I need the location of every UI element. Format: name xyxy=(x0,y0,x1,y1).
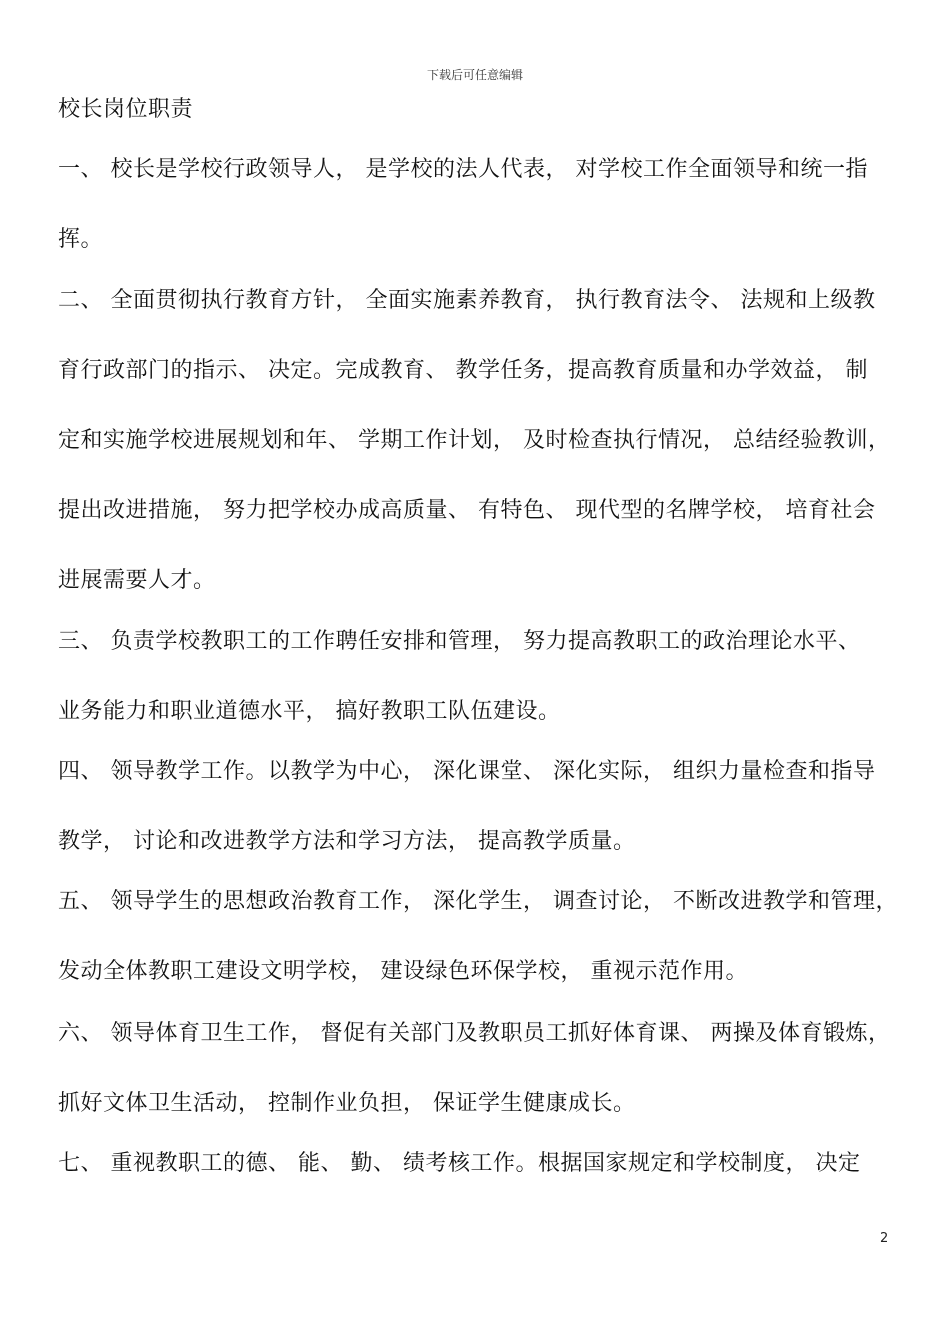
paragraph-line: 三、 负责学校教职工的工作聘任安排和管理， 努力提高教职工的政治理论水平、 xyxy=(58,629,861,654)
paragraph-line: 育行政部门的指示、 决定。完成教育、 教学任务，提高教育质量和办学效益， 制 xyxy=(58,358,868,383)
paragraph-line: 定和实施学校进展规划和年、 学期工作计划， 及时检查执行情况， 总结经验教训， xyxy=(58,428,891,453)
paragraph-line: 发动全体教职工建设文明学校， 建设绿色环保学校， 重视示范作用。 xyxy=(58,959,748,984)
paragraph-line: 六、 领导体育卫生工作， 督促有关部门及教职员工抓好体育课、 两操及体育锻炼， xyxy=(58,1021,891,1046)
paragraph-line: 七、 重视教职工的德、 能、 勤、 绩考核工作。根据国家规定和学校制度， 决定 xyxy=(58,1151,861,1176)
document-title: 校长岗位职责 xyxy=(58,97,194,122)
paragraph-line: 一、 校长是学校行政领导人， 是学校的法人代表， 对学校工作全面领导和统一指 xyxy=(58,157,868,182)
paragraph-line: 教学， 讨论和改进教学方法和学习方法， 提高教学质量。 xyxy=(58,829,636,854)
paragraph-line: 业务能力和职业道德水平， 搞好教职工队伍建设。 xyxy=(58,699,561,724)
paragraph-line: 四、 领导教学工作。以教学为中心， 深化课堂、 深化实际， 组织力量检查和指导 xyxy=(58,759,876,784)
paragraph-line: 五、 领导学生的思想政治教育工作， 深化学生， 调查讨论， 不断改进教学和管理， xyxy=(58,889,898,914)
header-note: 下载后可任意编辑 xyxy=(426,68,523,82)
page-number: 2 xyxy=(880,1231,889,1246)
paragraph-line: 抓好文体卫生活动， 控制作业负担， 保证学生健康成长。 xyxy=(58,1091,636,1116)
paragraph-line: 进展需要人才。 xyxy=(58,568,216,593)
paragraph-line: 二、 全面贯彻执行教育方针， 全面实施素养教育， 执行教育法令、 法规和上级教 xyxy=(58,288,876,313)
paragraph-line: 挥。 xyxy=(58,227,104,252)
paragraph-line: 提出改进措施， 努力把学校办成高质量、 有特色、 现代型的名牌学校， 培育社会 xyxy=(58,498,876,523)
